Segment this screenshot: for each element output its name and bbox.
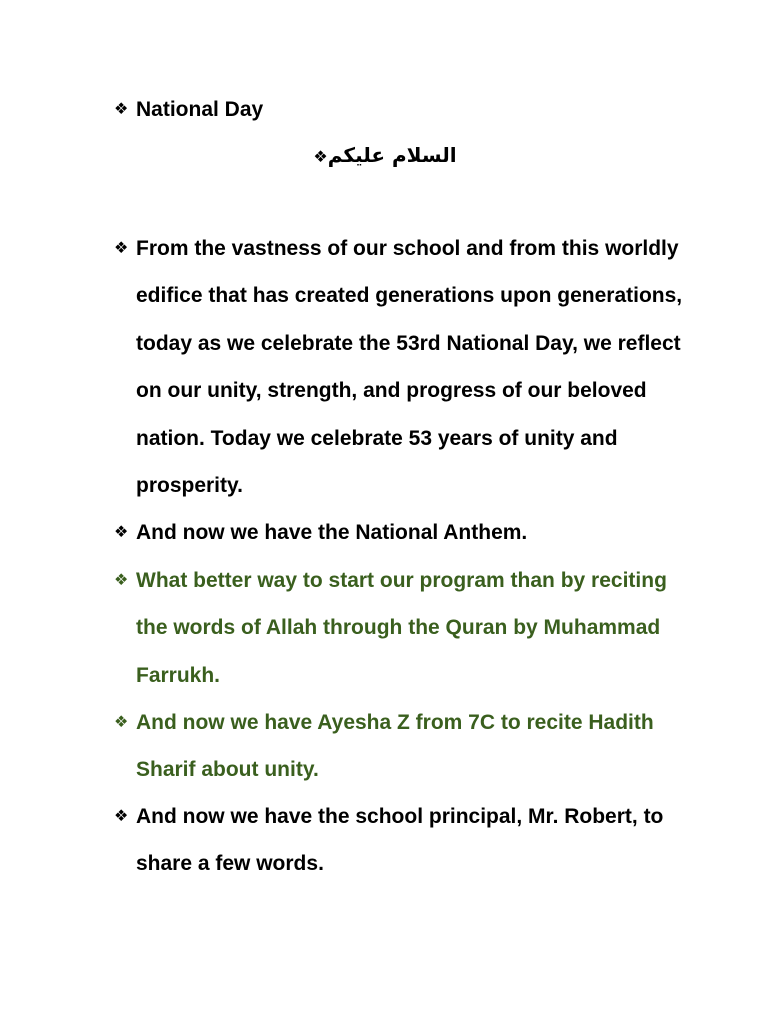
page-title: National Day bbox=[136, 98, 264, 121]
greeting-line bbox=[0, 138, 768, 174]
item-text: What better way to start our program than by reciting the words of Allah through the Quran by Muhammad Farrukh. bbox=[136, 569, 667, 687]
greeting-text: السلام عليكم bbox=[327, 143, 457, 167]
diamond-bullet-icon: ❖ bbox=[114, 714, 129, 731]
list-item bbox=[114, 557, 684, 699]
diamond-bullet-icon: ❖ bbox=[313, 147, 328, 166]
heading-item bbox=[114, 86, 684, 133]
diamond-bullet-icon: ❖ bbox=[114, 101, 129, 118]
item-text: And now we have Ayesha Z from 7C to recite Hadith Sharif about unity. bbox=[136, 711, 654, 782]
list-item bbox=[114, 509, 684, 556]
diamond-bullet-icon: ❖ bbox=[114, 240, 129, 257]
item-text: From the vastness of our school and from this worldly edifice that has created generations upon generations, today as we celebrate the 53rd National Day, we reflect on our unity, strength, and progress of our beloved nation. Today we celebrate 53 years of unity and prosperity. bbox=[136, 237, 683, 498]
list-item bbox=[114, 699, 684, 794]
list-item bbox=[114, 793, 684, 888]
item-text: And now we have the school principal, Mr. Robert, to share a few words. bbox=[136, 805, 664, 876]
diamond-bullet-icon: ❖ bbox=[114, 808, 129, 825]
diamond-bullet-icon: ❖ bbox=[114, 524, 129, 541]
item-text: And now we have the National Anthem. bbox=[136, 521, 528, 544]
diamond-bullet-icon: ❖ bbox=[114, 572, 129, 589]
list-item bbox=[114, 225, 684, 509]
